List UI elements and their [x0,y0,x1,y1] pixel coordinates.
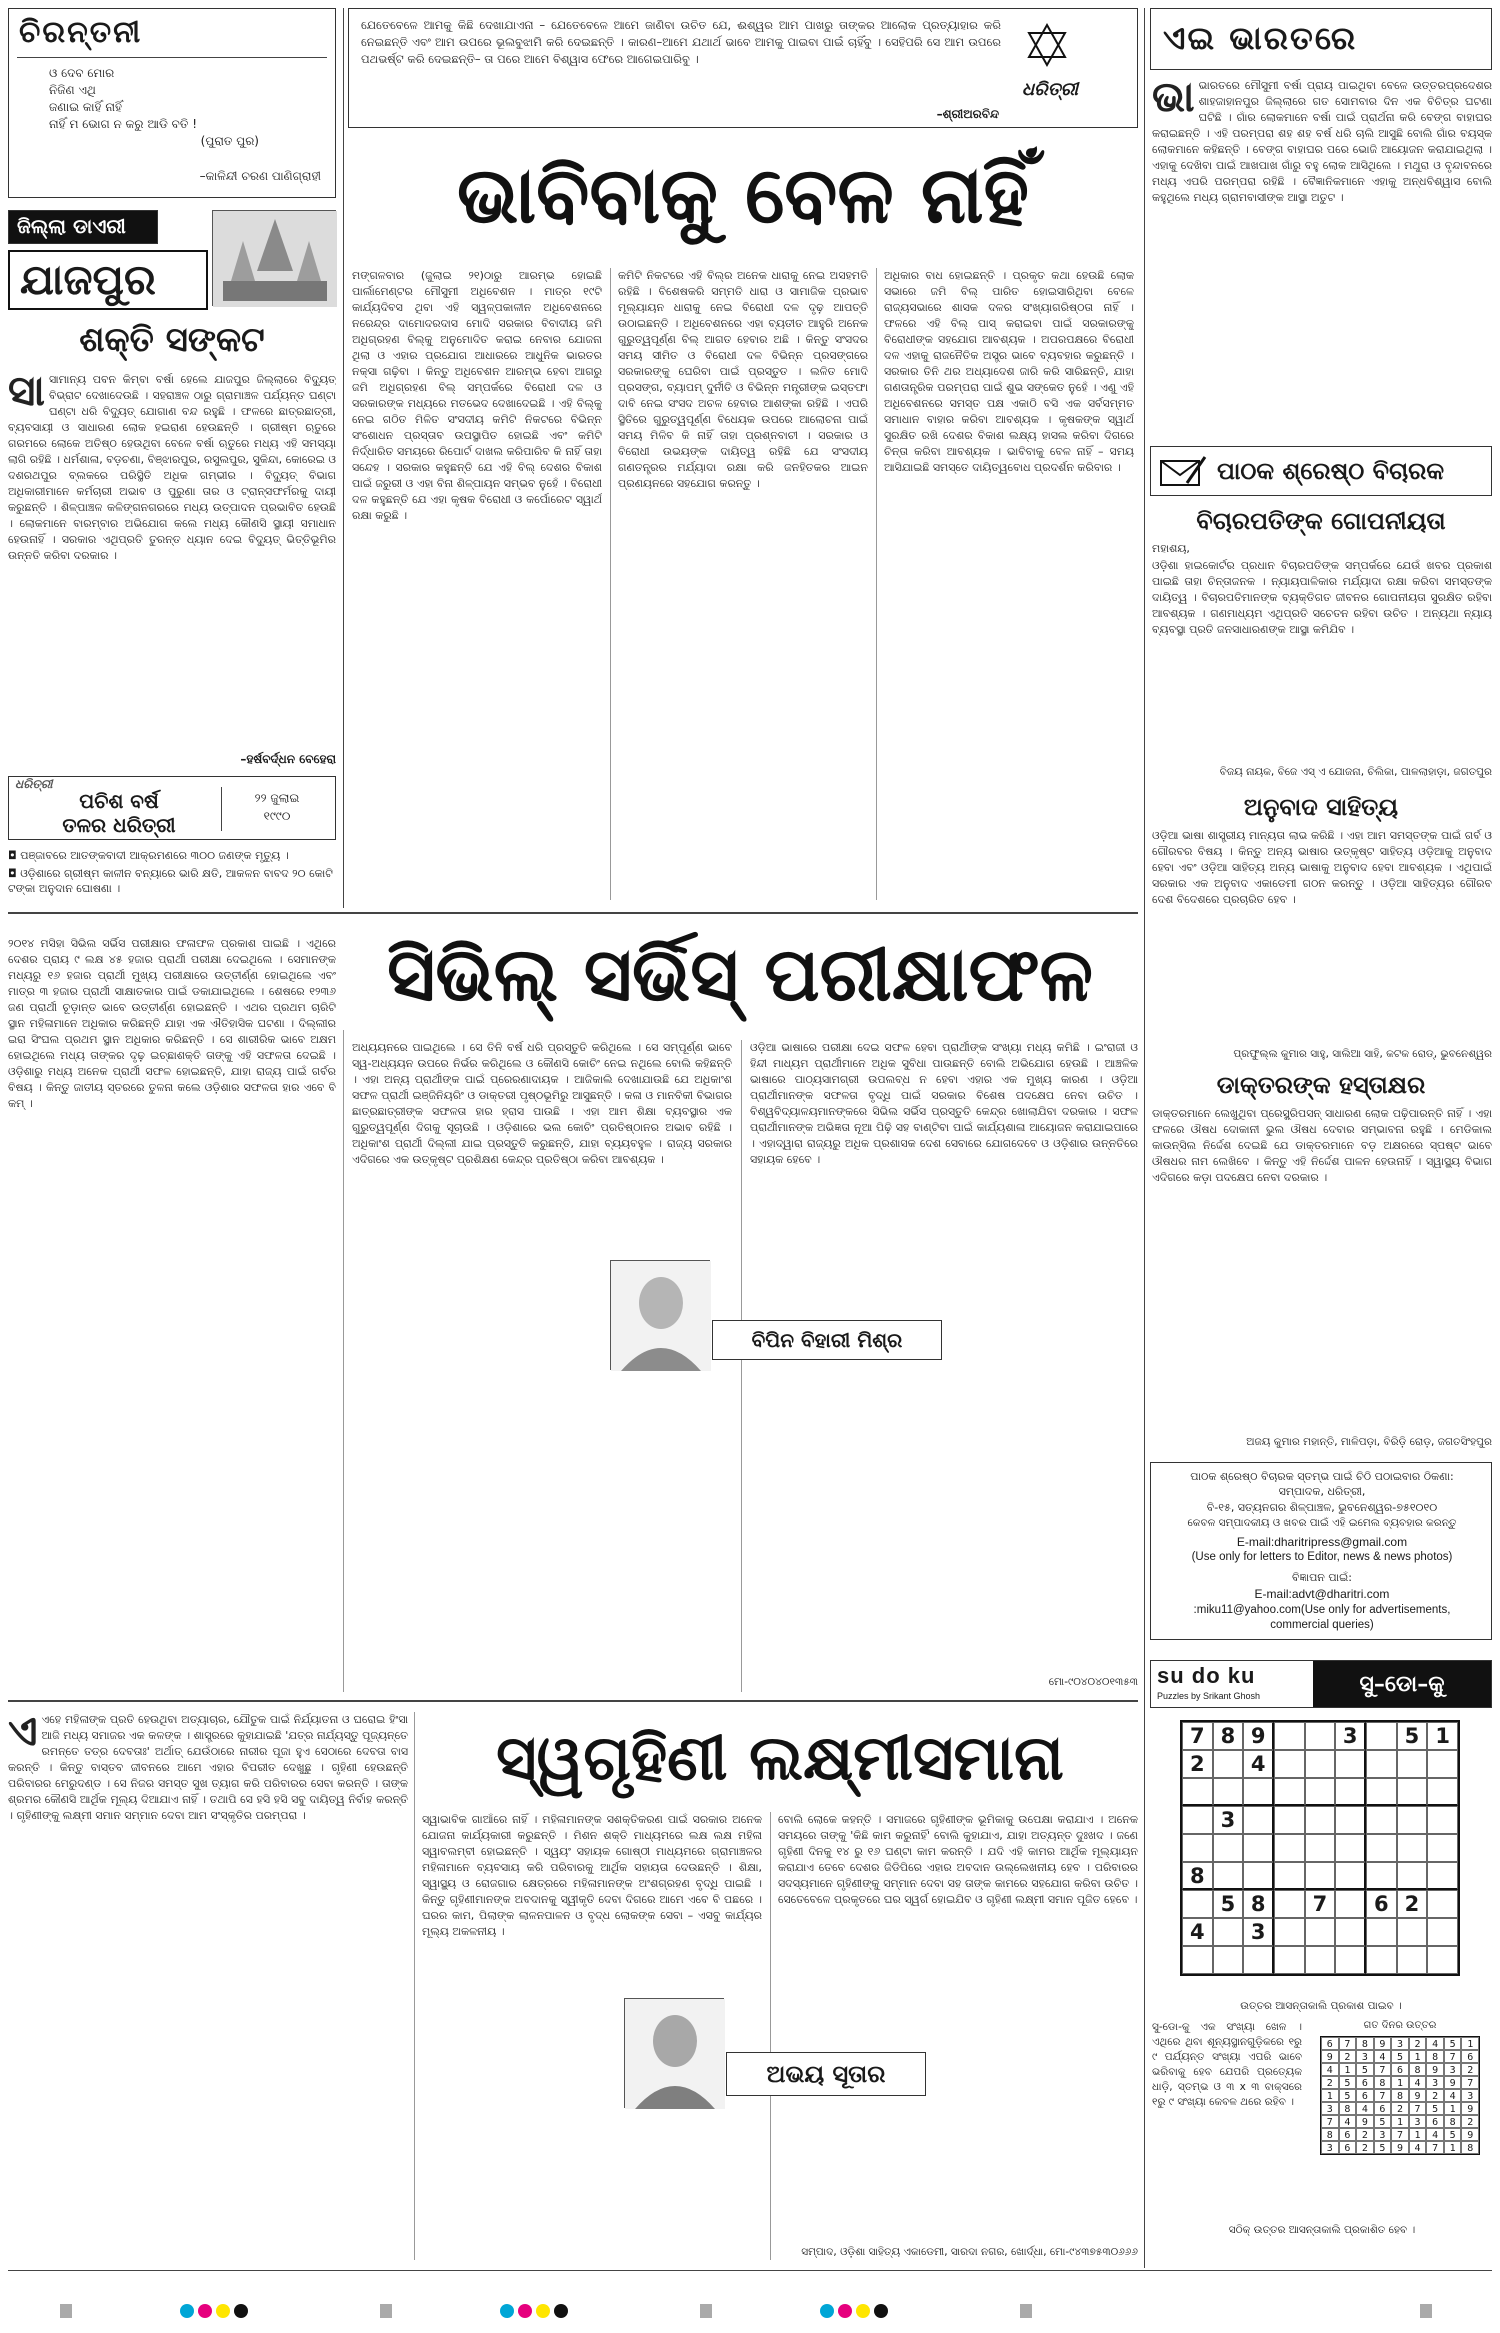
sudoku-cell[interactable] [1427,1946,1458,1974]
sudoku-cell[interactable] [1243,1778,1274,1806]
solution-cell: 7 [1444,2050,1462,2063]
sudoku-cell[interactable] [1397,1834,1428,1862]
sudoku-cell[interactable] [1335,1806,1366,1834]
women-author-contact: ସମ୍ପାଦ, ଓଡ଼ିଶା ସାହିତ୍ୟ ଏକାଡେମୀ, ସାରଦା ନଗର, ଖୋର୍ଦ୍ଧା, ମୋ-୯୪୩୭୫୩୦୬୬୬ [801,2246,1138,2258]
solution-cell: 5 [1391,2050,1409,2063]
sudoku-cell[interactable] [1274,1946,1305,1974]
solution-cell: 2 [1461,2063,1479,2076]
solution-cell: 4 [1409,2141,1427,2154]
sudoku-cell[interactable] [1427,1918,1458,1946]
contact-address-2: ବି-୧୫, ସତ୍ୟନଗର ଶିଳ୍ପାଞ୍ଚଳ, ଭୁବନେଶ୍ୱର-୭୫୧୦୧୦ [1206,1501,1438,1514]
civil-author-name: ବିପିନ ବିହାରୀ ମିଶ୍ର [751,1328,903,1352]
sudoku-cell[interactable] [1305,1918,1336,1946]
solution-cell: 9 [1374,2037,1392,2050]
tfy-label: ଧରିତ୍ରୀ [15,777,53,791]
registration-dot [234,2304,248,2318]
solution-cell: 3 [1426,2076,1444,2089]
sudoku-cell[interactable] [1366,1806,1397,1834]
poem-line: ଓ ଦେବ ମୋର [49,66,115,80]
solution-cell: 7 [1391,2128,1409,2141]
district-body-text: ସାମାନ୍ୟ ପବନ କିମ୍ବା ବର୍ଷା ହେଲେ ଯାଜପୁର ଜିଲ୍ଲାରେ ବିଦ୍ୟୁତ୍ ବିଭ୍ରାଟ ଦେଖାଦେଉଛି । ସହରାଞ୍ଚଳ ଠାରୁ ଗ୍ରାମାଞ୍ଚଳ ପର୍ଯ୍ୟନ୍ତ ଘଣ୍ଟା ଘଣ୍ଟା ଧରି ବିଦ୍ୟୁତ୍ ଯୋଗାଣ ବନ୍ଦ ରହୁଛି । ଫଳରେ ଛାତ୍ରଛାତ୍ରୀ, ବ୍ୟବସାୟୀ ଓ ସାଧାରଣ ଲୋକ ହଇରାଣ ହେଉଛନ୍ତି । ଗ୍ରୀଷ୍ମ ଋତୁରେ ଗରମରେ ଲୋକେ ଅତିଷ୍ଠ ହେଉଥିବା ବେଳେ ବର୍ଷା ଋତୁରେ ମଧ୍ୟ ଏହି ସମସ୍ୟା ଲାଗି ରହିଛି । ଧର୍ମଶାଳା, ବଡ଼ଚଣା, ବିଞ୍ଝାରପୁର, ରସୁଲପୁର, ସୁକିନ୍ଦା, କୋରେଇ ଓ ଦଶରଥପୁର ବ୍ଲକରେ ପରିସ୍ଥିତି ଅଧିକ ଗମ୍ଭୀର । ବିଦ୍ୟୁତ୍ ବିଭାଗ ଅଧିକାରୀମାନେ କର୍ମଚାରୀ ଅଭାବ ଓ ପୁରୁଣା ତାର ଓ ଟ୍ରାନ୍ସଫର୍ମରକୁ ଦାୟୀ କରୁଛନ୍ତି । ଶିଳ୍ପାଞ୍ଚଳ କଳିଙ୍ଗନଗରରେ ମଧ୍ୟ ଉତ୍ପାଦନ ପ୍ରଭାବିତ ହେଉଛି । ଲୋକମାନେ ବାରମ୍ବାର ଅଭିଯୋଗ କଲେ ମଧ୍ୟ କୌଣସି ସ୍ଥାୟୀ ସମାଧାନ ହେଉନାହିଁ । ସରକାର ଏଥିପ୍ରତି ତୁରନ୍ତ ଧ୍ୟାନ ଦେଇ ବିଦ୍ୟୁତ୍ ଭିତ୍ତିଭୂମିର ଉନ୍ନତି କରିବା ଦରକାର । [8,373,336,562]
solution-cell: 5 [1426,2102,1444,2115]
solution-cell: 4 [1444,2089,1462,2102]
registration-dot [180,2304,194,2318]
solution-cell: 5 [1374,2141,1392,2154]
tfy-items [8,848,336,896]
solution-cell: 9 [1391,2141,1409,2154]
solution-cell: 2 [1339,2050,1357,2063]
sudoku-cell[interactable] [1182,1946,1213,1974]
solution-cell: 7 [1374,2089,1392,2102]
dropcap: ଭା [1152,78,1195,121]
solution-cell: 9 [1426,2063,1444,2076]
sudoku-cell[interactable]: 4 [1182,1918,1213,1946]
sudoku-cell[interactable] [1213,1778,1244,1806]
letter-3-body: ଡାକ୍ତରମାନେ ଲେଖୁଥିବା ପ୍ରେସ୍କ୍ରିପସନ୍ ସାଧାରଣ ଲୋକ ପଢ଼ିପାରନ୍ତି ନାହିଁ । ଏହା ଫଳରେ ଔଷଧ ଦୋକାନୀ ଭୁଲ ଔଷଧ ଦେବାର ସମ୍ଭାବନା ରହୁଛି । ମେଡିକାଲ କାଉନ୍ସିଲ ନିର୍ଦ୍ଦେଶ ଦେଇଛି ଯେ ଡାକ୍ତରମାନେ ବଡ଼ ଅକ୍ଷରରେ ସ୍ପଷ୍ଟ ଭାବେ ଔଷଧର ନାମ ଲେଖିବେ । କିନ୍ତୁ ଏହି ନିର୍ଦ୍ଦେଶ ପାଳନ ହେଉନାହିଁ । ସ୍ୱାସ୍ଥ୍ୟ ବିଭାଗ ଏଦିଗରେ କଡ଼ା ପଦକ୍ଷେପ ନେବା ଦରକାର । [1152,1107,1492,1184]
sudoku-cell[interactable] [1335,1862,1366,1890]
registration-bar [700,2304,712,2318]
civil-col-3: ଓଡ଼ିଆ ଭାଷାରେ ପରୀକ୍ଷା ଦେଇ ସଫଳ ହେବା ପ୍ରାର୍ଥୀଙ୍କ ସଂଖ୍ୟା ମଧ୍ୟ କମିଛି । ଇଂରାଜୀ ଓ ହିନ୍ଦୀ ମାଧ୍ୟମ ପ୍ରାର୍ଥୀମାନେ ଅଧିକ ସୁବିଧା ପାଉଛନ୍ତି ବୋଲି ଅଭିଯୋଗ ହେଉଛି । ଆଞ୍ଚଳିକ ଭାଷାରେ ପାଠ୍ୟସାମଗ୍ରୀ ଉପଲବ୍ଧ ନ ହେବା ଏହାର ଏକ ମୁଖ୍ୟ କାରଣ । ଓଡ଼ିଆ ପ୍ରାର୍ଥୀମାନଙ୍କ ସଫଳତା ବୃଦ୍ଧି ପାଇଁ ସରକାର ବିଶେଷ ପଦକ୍ଷେପ ନେବା ଉଚିତ । ବିଶ୍ୱବିଦ୍ୟାଳୟମାନଙ୍କରେ ସିଭିଲ ସର୍ଭିସ ପ୍ରସ୍ତୁତି କେନ୍ଦ୍ର ଖୋଲାଯିବା ଦରକାର । ସଫଳ ପ୍ରାର୍ଥୀମାନଙ୍କ ଅଭିଜ୍ଞତା ନୂଆ ପିଢ଼ି ସହ ବାଣ୍ଟିବା ପାଇଁ କାର୍ଯ୍ୟଶାଳା ଆୟୋଜନ କରାଯାଇପାରେ । ଏହାଦ୍ୱାରା ରାଜ୍ୟରୁ ଅଧିକ ପ୍ରଶାସକ ଦେଶ ସେବାରେ ଯୋଗଦେବେ ଓ ଓଡ଼ିଶାର ଉନ୍ନତିରେ ସହାୟକ ହେବେ । [750,1041,1138,1166]
poem-line: ଜଣାଇ କାହିଁ ନାହିଁ [49,100,122,114]
registration-dot [500,2304,514,2318]
registration-dot [536,2304,550,2318]
poem-author: –କାଳିନ୍ଦୀ ଚରଣ ପାଣିଗ୍ରାହୀ [199,169,321,183]
solution-cell: 4 [1374,2050,1392,2063]
sudoku-odia-title: ସୁ–ଡୋ–କୁ [1313,1661,1491,1707]
letter-2-author: ପ୍ରଫୁଲ୍ଲ କୁମାର ସାହୁ, ସାଲିଆ ସାହି, କଟକ ରୋଡ୍, ଭୁବନେଶ୍ୱର [1233,1048,1492,1060]
solution-cell: 6 [1339,2141,1357,2154]
solution-cell: 1 [1461,2037,1479,2050]
sudoku-cell[interactable] [1274,1778,1305,1806]
solution-cell: 1 [1409,2050,1427,2063]
sudoku-brand: su do ku [1157,1663,1256,1688]
bharat-article [1152,78,1492,438]
women-author-photo [624,1998,724,2108]
solution-cell: 9 [1409,2089,1427,2102]
registration-bar [60,2304,72,2318]
sudoku-cell[interactable] [1305,1946,1336,1974]
sudoku-answer-note: ଗତ ଦିନର ଉତ୍ତର [1363,2020,1437,2031]
sudoku-cell[interactable] [1274,1834,1305,1862]
sudoku-cell[interactable] [1182,1834,1213,1862]
editorial-headline: ଭାବିବାକୁ ବେଳ ନାହିଁ [456,150,1030,241]
district-article-body [8,372,336,748]
letter-1-title: ବିଚାରପତିଙ୍କ ଗୋପନୀୟତା [1196,506,1446,535]
solution-cell: 8 [1409,2063,1427,2076]
sudoku-cell[interactable]: 2 [1182,1750,1213,1778]
solution-cell: 5 [1444,2128,1462,2141]
solution-cell: 8 [1391,2089,1409,2102]
sudoku-bottom-note: ସଠିକ୍ ଉତ୍ତର ଆସନ୍ତାକାଲି ପ୍ରକାଶିତ ହେବ । [1228,2224,1416,2236]
solution-cell: 3 [1321,2141,1339,2154]
solution-cell: 4 [1409,2076,1427,2089]
sudoku-cell[interactable]: 6 [1366,1890,1397,1918]
sudoku-cell[interactable] [1213,1918,1244,1946]
sudoku-cell[interactable]: 2 [1397,1890,1428,1918]
solution-cell: 7 [1321,2115,1339,2128]
sudoku-cell[interactable] [1335,1890,1366,1918]
sudoku-cell[interactable] [1243,1806,1274,1834]
sudoku-cell[interactable] [1182,1890,1213,1918]
registration-dot [554,2304,568,2318]
sudoku-cell[interactable]: 9 [1243,1722,1274,1750]
chirantani-poem [49,65,319,150]
solution-cell: 6 [1391,2063,1409,2076]
sudoku-cell[interactable]: 5 [1397,1722,1428,1750]
tfy-title-line1: ପଚିଶ ବର୍ଷ [79,789,159,813]
sudoku-cell[interactable] [1182,1778,1213,1806]
solution-cell: 4 [1321,2063,1339,2076]
solution-cell: 8 [1356,2037,1374,2050]
sudoku-cell[interactable] [1305,1750,1336,1778]
solution-cell: 5 [1444,2037,1462,2050]
civil-service-headline: ସିଭିଲ୍ ସର୍ଭିସ୍ ପରୀକ୍ଷାଫଳ [387,932,1093,1018]
sudoku-cell[interactable] [1243,1834,1274,1862]
reader-box-banner [1150,446,1492,496]
sudoku-cell[interactable] [1305,1862,1336,1890]
sudoku-cell[interactable] [1213,1834,1244,1862]
registration-bar [380,2304,392,2318]
solution-cell: 6 [1356,2089,1374,2102]
registration-dot [874,2304,888,2318]
district-name: ଯାଜପୁର [8,250,208,310]
sudoku-cell[interactable] [1274,1862,1305,1890]
solution-cell: 1 [1391,2076,1409,2089]
civil-col-1 [8,936,336,1692]
letter-2-title: ଅନୁବାଦ ସାହିତ୍ୟ [1243,792,1399,821]
sudoku-cell[interactable] [1427,1834,1458,1862]
solution-cell: 8 [1374,2076,1392,2089]
women-col-2: ସ୍ୱାଭାବିକ ଗାଆଁରେ ନାହିଁ । ମହିଳାମାନଙ୍କ ସଶକ୍ତିକରଣ ପାଇଁ ସରକାର ଅନେକ ଯୋଜନା କାର୍ଯ୍ୟକାରୀ କରୁଛନ୍ତି । ମିଶନ ଶକ୍ତି ମାଧ୍ୟମରେ ଲକ୍ଷ ଲକ୍ଷ ମହିଳା ସ୍ୱାବଲମ୍ବୀ ହୋଇଛନ୍ତି । ସ୍ୱୟଂ ସହାୟକ ଗୋଷ୍ଠୀ ମାଧ୍ୟମରେ ଗ୍ରାମାଞ୍ଚଳର ମହିଳାମାନେ ବ୍ୟବସାୟ କରି ପରିବାରକୁ ଆର୍ଥିକ ସହାୟତା ଦେଉଛନ୍ତି । ଶିକ୍ଷା, ସ୍ୱାସ୍ଥ୍ୟ ଓ ରୋଜଗାର କ୍ଷେତ୍ରରେ ମହିଳାମାନଙ୍କ ଅଂଶଗ୍ରହଣ ବୃଦ୍ଧି ପାଇଛି । କିନ୍ତୁ ଗୃହିଣୀମାନଙ୍କ ଅବଦାନକୁ ସ୍ୱୀକୃତି ଦେବା ଦିଗରେ ଆମେ ଏବେ ବି ପଛରେ । ଘରର କାମ, ପିଲାଙ୍କ ଲାଳନପାଳନ ଓ ବୃଦ୍ଧ ଲୋକଙ୍କ ସେବା – ଏସବୁ କାର୍ଯ୍ୟର ମୂଲ୍ୟ ଅକଳନୀୟ । [422,1813,762,1938]
sudoku-cell[interactable] [1213,1946,1244,1974]
women-headline: ସ୍ୱଗୃହିଣୀ ଲକ୍ଷ୍ମୀସମାନା [496,1721,1064,1794]
adv-email-2[interactable]: :miku11@yahoo.com(Use only for advertisements, commercial queries) [1193,1604,1451,1631]
bharat-title: ଏଇ ଭାରତରେ [1163,19,1358,57]
temple-photo [212,210,336,306]
solution-cell: 5 [1339,2076,1357,2089]
registration-dot [216,2304,230,2318]
solution-cell: 6 [1321,2037,1339,2050]
sudoku-cell[interactable] [1397,1946,1428,1974]
solution-cell: 4 [1426,2037,1444,2050]
civil-author-photo [610,1260,710,1370]
registration-marks [0,2296,1500,2326]
sudoku-cell[interactable] [1335,1778,1366,1806]
sudoku-cell[interactable] [1274,1750,1305,1778]
women-author-nameplate [726,2052,926,2096]
letter-1-body: ଓଡ଼ିଶା ହାଇକୋର୍ଟର ପ୍ରଧାନ ବିଚାରପତିଙ୍କ ସମ୍ପର୍କରେ ଯେଉଁ ଖବର ପ୍ରକାଶ ପାଇଛି ତାହା ଚିନ୍ତାଜନକ । ନ୍ୟାୟପାଳିକାର ମର୍ଯ୍ୟାଦା ରକ୍ଷା କରିବା ସମସ୍ତଙ୍କ ଦାୟିତ୍ୱ । ବିଚାରପତିମାନଙ୍କ ବ୍ୟକ୍ତିଗତ ଜୀବନର ଗୋପନୀୟତା ସୁରକ୍ଷିତ ରହିବା ଆବଶ୍ୟକ । ଗଣମାଧ୍ୟମ ଏଥିପ୍ରତି ସଚେତନ ରହିବା ଉଚିତ । ଅନ୍ୟଥା ନ୍ୟାୟ ବ୍ୟବସ୍ଥା ପ୍ରତି ଜନସାଧାରଣଙ୍କ ଆସ୍ଥା କମିଯିବ । [1152,559,1492,636]
sudoku-cell[interactable] [1397,1750,1428,1778]
solution-cell: 9 [1461,2102,1479,2115]
sudoku-cell[interactable] [1366,1722,1397,1750]
sudoku-cell[interactable]: 4 [1243,1750,1274,1778]
registration-dot [838,2304,852,2318]
solution-cell: 7 [1426,2141,1444,2154]
solution-cell: 1 [1409,2128,1427,2141]
sudoku-cell[interactable] [1366,1918,1397,1946]
women-col-1-text: ଏହେ ମହିଳାଙ୍କ ପ୍ରତି ହେଉଥିବା ଅତ୍ୟାଚାର, ଯୌତୁକ ପାଇଁ ନିର୍ଯ୍ୟାତନା ଓ ଘରୋଇ ହିଂସା ଆଜି ମଧ୍ୟ ସମାଜର ଏକ କଳଙ୍କ । ଶାସ୍ତ୍ରରେ କୁହାଯାଇଛି 'ଯତ୍ର ନାର୍ଯ୍ୟସ୍ତୁ ପୂଜ୍ୟନ୍ତେ ରମନ୍ତେ ତତ୍ର ଦେବତାଃ' ଅର୍ଥାତ୍ ଯେଉଁଠାରେ ନାରୀର ପୂଜା ହୁଏ ସେଠାରେ ଦେବତା ବାସ କରନ୍ତି । କିନ୍ତୁ ବାସ୍ତବ ଜୀବନରେ ଆମେ ଏହାର ବିପରୀତ ଦେଖୁଛୁ । ଗୃହିଣୀ ହେଉଛନ୍ତି ପରିବାରର ମେରୁଦଣ୍ଡ । ସେ ନିଜର ସମସ୍ତ ସୁଖ ତ୍ୟାଗ କରି ପରିବାରର ସେବା କରନ୍ତି । ତାଙ୍କ ଶ୍ରମର କୌଣସି ଆର୍ଥିକ ମୂଲ୍ୟ ଦିଆଯାଏ ନାହିଁ । ତଥାପି ସେ ହସି ହସି ସବୁ ଦାୟିତ୍ୱ ନିର୍ବାହ କରନ୍ତି । ଗୃହିଣୀଙ୍କୁ ଲକ୍ଷ୍ମୀ ସମାନ ସମ୍ମାନ ଦେବା ଆମ ସଂସ୍କୃତିର ପରମ୍ପରା । [8,1713,408,1822]
solution-cell: 2 [1391,2102,1409,2115]
registration-dot [820,2304,834,2318]
solution-cell: 9 [1321,2050,1339,2063]
solution-cell: 2 [1461,2115,1479,2128]
sudoku-cell[interactable]: 7 [1305,1890,1336,1918]
solution-cell: 8 [1444,2115,1462,2128]
letter-1-salutation: ମହାଶୟ, [1152,542,1190,555]
sudoku-cell[interactable]: 3 [1213,1806,1244,1834]
pen-letter-icon [1159,455,1207,487]
solution-cell: 7 [1461,2076,1479,2089]
dropcap: ଏ [8,1712,38,1755]
letter-3-title: ଡାକ୍ତରଙ୍କ ହସ୍ତାକ୍ଷର [1216,1070,1426,1099]
sudoku-cell[interactable] [1213,1750,1244,1778]
poem-line: ନାହିଁ ମ ଭୋଗ ନ କରୁ ଆଡି ବତି ! [49,117,198,131]
sudoku-cell[interactable] [1427,1778,1458,1806]
letter-1-author: ବିଜୟ ନାୟକ, ବିଜେ ଏସ୍ ଏ ଯୋଜନା, ଚିଲିକା, ପାଳଲାହାଡ଼ା, ଜଗତପୁର [1219,766,1492,778]
solution-cell: 2 [1356,2128,1374,2141]
solution-cell: 3 [1461,2089,1479,2102]
solution-cell: 5 [1339,2089,1357,2102]
editor-email-note: (Use only for letters to Editor, news & news photos) [1191,1551,1453,1563]
solution-cell: 4 [1356,2102,1374,2115]
adv-email[interactable]: E-mail:advt@dharitri.com [1254,1587,1390,1601]
solution-cell: 9 [1356,2115,1374,2128]
solution-cell: 4 [1426,2128,1444,2141]
sudoku-cell[interactable] [1274,1806,1305,1834]
tfy-item: ◘ ପଞ୍ଜାବରେ ଆତଙ୍କବାଦୀ ଆକ୍ରମଣରେ ୩୦୦ ଜଣଙ୍କ ମୃତ୍ୟୁ । [8,849,289,862]
civil-col-1-text: ୨୦୧୪ ମସିହା ସିଭିଲ ସର୍ଭିସ ପରୀକ୍ଷାର ଫଳାଫଳ ପ୍ରକାଶ ପାଇଛି । ଏଥିରେ ଦେଶର ପ୍ରାୟ ୯ ଲକ୍ଷ ୪୫ ହଜାର ପ୍ରାର୍ଥୀ ପରୀକ୍ଷା ଦେଇଥିଲେ । ସେମାନଙ୍କ ମଧ୍ୟରୁ ୧୬ ହଜାର ପ୍ରାର୍ଥୀ ମୁଖ୍ୟ ପରୀକ୍ଷାରେ ଉତ୍ତୀର୍ଣ୍ଣ ହୋଇଥିଲେ ଏବଂ ମାତ୍ର ୩ ହଜାର ପ୍ରାର୍ଥୀ ସାକ୍ଷାତକାର ପାଇଁ ଡକାଯାଇଥିଲେ । ଶେଷରେ ୧୨୩୬ ଜଣ ପ୍ରାର୍ଥୀ ଚୂଡ଼ାନ୍ତ ଭାବେ ଉତ୍ତୀର୍ଣ୍ଣ ହୋଇଛନ୍ତି । ଏଥର ପ୍ରଥମ ଚାରିଟି ସ୍ଥାନ ମହିଳାମାନେ ଅଧିକାର କରିଛନ୍ତି ଯାହା ଏକ ଐତିହାସିକ ଘଟଣା । ଦିଲ୍ଲୀର ଇରା ସିଂଘଲ ପ୍ରଥମ ସ୍ଥାନ ଅଧିକାର କରିଛନ୍ତି । ସେ ଶାରୀରିକ ଭାବେ ଅକ୍ଷମ ହୋଇଥିଲେ ମଧ୍ୟ ତାଙ୍କର ଦୃଢ଼ ଇଚ୍ଛାଶକ୍ତି ତାଙ୍କୁ ଏହି ସଫଳତା ଦେଇଛି । ଓଡ଼ିଶାରୁ ମଧ୍ୟ ଅନେକ ପ୍ରାର୍ଥୀ ସଫଳ ହୋଇଛନ୍ତି, ଯାହା ରାଜ୍ୟ ପାଇଁ ଗର୍ବର ବିଷୟ । କିନ୍ତୁ ଜାତୀୟ ସ୍ତରରେ ତୁଳନା କଲେ ଓଡ଼ିଶାର ସଫଳତା ହାର ଏବେ ବି କମ୍ । [8,937,336,1110]
registration-dot [518,2304,532,2318]
sudoku-cell[interactable] [1182,1806,1213,1834]
solution-cell: 8 [1426,2050,1444,2063]
solution-cell: 2 [1426,2089,1444,2102]
registration-bar [1420,2304,1432,2318]
registration-dot [198,2304,212,2318]
sudoku-cell[interactable]: 3 [1243,1918,1274,1946]
sudoku-cell[interactable] [1427,1806,1458,1834]
solution-cell: 2 [1356,2141,1374,2154]
poem-line: (ପୁରାତ ପୁର) [200,134,259,148]
sudoku-cell[interactable] [1243,1946,1274,1974]
tfy-date-line2: ୧୯୯୦ [263,809,291,823]
sudoku-cell[interactable] [1397,1806,1428,1834]
dropcap: ସା [8,372,45,415]
solution-cell: 7 [1409,2102,1427,2115]
contact-box [1150,1462,1492,1640]
sudoku-cell[interactable] [1305,1722,1336,1750]
sudoku-cell[interactable] [1366,1750,1397,1778]
solution-cell: 6 [1426,2115,1444,2128]
solution-cell: 6 [1356,2076,1374,2089]
solution-cell: 3 [1374,2128,1392,2141]
sudoku-cell[interactable] [1274,1722,1305,1750]
poem-line: ନିଜିଣ ଏଥି [49,83,96,97]
sudoku-cell[interactable] [1427,1750,1458,1778]
letter-3-author: ଅଜୟ କୁମାର ମହାନ୍ତି, ମାଳିପଡ଼ା, ବିରିଡ଼ି ରୋଡ଼, ଜଗତସିଂହପୁର [1246,1436,1492,1448]
letter-2-body: ଓଡ଼ିଆ ଭାଷା ଶାସ୍ତ୍ରୀୟ ମାନ୍ୟତା ଲାଭ କରିଛି । ଏହା ଆମ ସମସ୍ତଙ୍କ ପାଇଁ ଗର୍ବ ଓ ଗୌରବର ବିଷୟ । କିନ୍ତୁ ଅନ୍ୟ ଭାଷାର ଉତ୍କୃଷ୍ଟ ସାହିତ୍ୟ ଓଡ଼ିଆକୁ ଅନୁବାଦ ହେବା ଏବଂ ଓଡ଼ିଆ ସାହିତ୍ୟ ଅନ୍ୟ ଭାଷାକୁ ଅନୁବାଦ ହେବା ଆବଶ୍ୟକ । ଏଥିପାଇଁ ସରକାର ଏକ ଅନୁବାଦ ଏକାଡେମୀ ଗଠନ କରନ୍ତୁ । ଓଡ଼ିଆ ସାହିତ୍ୟର ଗୌରବ ଦେଶ ବିଦେଶରେ ପ୍ରଚାରିତ ହେବ । [1152,829,1492,906]
sudoku-cell[interactable] [1305,1806,1336,1834]
solution-cell: 9 [1444,2076,1462,2089]
sudoku-cell[interactable] [1397,1918,1428,1946]
solution-cell: 1 [1444,2141,1462,2154]
district-article-title: ଶକ୍ତି ସଙ୍କଟ [79,320,265,360]
civil-author-contact: ମୋ-୯୦୪୦୪୦୧୩୫୩ [1048,1676,1138,1688]
sudoku-footer-note: ଉତ୍ତର ଆସନ୍ତାକାଲି ପ୍ରକାଶ ପାଇବ । [1240,2000,1402,2012]
solution-cell: 3 [1444,2063,1462,2076]
solution-cell: 3 [1321,2102,1339,2115]
solution-cell: 1 [1321,2089,1339,2102]
sudoku-cell[interactable] [1427,1862,1458,1890]
sudoku-cell[interactable] [1274,1890,1305,1918]
sudoku-grid [1180,1720,1460,1976]
solution-cell: 1 [1444,2102,1462,2115]
women-col-3: ବୋଲି ଲୋକେ କହନ୍ତି । ସମାଜରେ ଗୃହିଣୀଙ୍କ ଭୂମିକାକୁ ଉପେକ୍ଷା କରାଯାଏ । ଅନେକ ସମୟରେ ତାଙ୍କୁ 'କିଛି କାମ କରୁନାହିଁ' ବୋଲି କୁହାଯାଏ, ଯାହା ଅତ୍ୟନ୍ତ ଦୁଃଖଦ । ଜଣେ ଗୃହିଣୀ ଦିନକୁ ୧୪ ରୁ ୧୬ ଘଣ୍ଟା କାମ କରନ୍ତି । ଯଦି ଏହି କାମର ଆର୍ଥିକ ମୂଲ୍ୟାୟନ କରାଯାଏ ତେବେ ଦେଶର ଜିଡିପିରେ ଏହାର ଅବଦାନ ଉଲ୍ଲେଖନୀୟ ହେବ । ପରିବାରର ସଦସ୍ୟମାନେ ଗୃହିଣୀଙ୍କୁ ସମ୍ମାନ ଦେବା ସହ ତାଙ୍କ କାମରେ ସହଯୋଗ କରିବା ଉଚିତ । ସେତେବେଳେ ପ୍ରକୃତରେ ଘର ସ୍ୱର୍ଗ ହୋଇଯିବ ଓ ଗୃହିଣୀ ଲକ୍ଷ୍ମୀ ସମାନ ପୂଜିତ ହେବେ । [778,1813,1138,1906]
sudoku-cell[interactable]: 7 [1182,1722,1213,1750]
sudoku-cell[interactable] [1335,1946,1366,1974]
civil-author-nameplate [712,1320,942,1360]
twenty-five-years-box [8,776,336,840]
sudoku-cell[interactable] [1427,1890,1458,1918]
solution-cell: 3 [1356,2050,1374,2063]
solution-cell: 3 [1391,2037,1409,2050]
sudoku-header [1150,1660,1492,1708]
solution-cell: 6 [1374,2102,1392,2115]
sudoku-cell[interactable] [1335,1918,1366,1946]
registration-bar [1020,2304,1032,2318]
bharat-masthead [1150,8,1492,70]
solution-cell: 3 [1409,2115,1427,2128]
editorial-col-1: ମଙ୍ଗଳବାର (ଜୁଲାଇ ୨୧)ଠାରୁ ଆରମ୍ଭ ହୋଇଛି ପାର୍ଲାମେଣ୍ଟର ମୌସୁମୀ ଅଧିବେଶନ । ମାତ୍ର ୧୯ଟି କାର୍ଯ୍ୟଦିବସ ଥିବା ଏହି ସ୍ୱଳ୍ପକାଳୀନ ଅଧିବେଶନରେ ନରେନ୍ଦ୍ର ଦାମୋଦରଦାସ ମୋଦି ସରକାର ବିବାଦୀୟ ଜମି ଅଧିଗ୍ରହଣ ବିଲ୍‌କୁ ଅନୁମୋଦିତ କରାଇ ନେବାର ଯୋଜନା ଥିଲା ଓ ଏହାର ପ୍ରଯୋଗ ଆଧାରରେ ଆଧୁନିକ ଭାରତର ନକ୍‌ସା ଗଢ଼ିବା । କିନ୍ତୁ ଅଧିବେଶନ ଆରମ୍ଭ ହେବା ଆଗରୁ ଜମି ଅଧିଗ୍ରହଣ ବିଲ୍ ସମ୍ପର୍କରେ ବିରୋଧୀ ଦଳ ଓ ସରକାରଙ୍କ ମଧ୍ୟରେ ମତଭେଦ ଦେଖାଦେଇଛି । ଏହି ବିଲ୍‌କୁ ନେଇ ଗଠିତ ମିଳିତ ସଂସଦୀୟ କମିଟି ନିକଟରେ ବିଭିନ୍ନ ସଂଶୋଧନ ପ୍ରସ୍ତାବ ଉପସ୍ଥାପିତ ହୋଇଛି ଏବଂ କମିଟି ନିର୍ଦ୍ଧାରିତ ସମୟରେ ରିପୋର୍ଟ ଦାଖଲ କରିପାରିବ କି ନାହିଁ ତାହା ସନ୍ଦେହ । ସରକାର କହୁଛନ୍ତି ଯେ ଏହି ବିଲ୍ ଦେଶର ବିକାଶ ପାଇଁ ଜରୁରୀ ଓ ଏହା ବିନା ଶିଳ୍ପାୟନ ସମ୍ଭବ ନୁହେଁ । ବିରୋଧୀ ଦଳ କହୁଛନ୍ତି ଯେ ଏହା କୃଷକ ବିରୋଧୀ ଓ କର୍ପୋରେଟ ସ୍ୱାର୍ଥ ରକ୍ଷା କରୁଛି । [352,269,602,522]
district-diary-label: ଜିଲ୍ଲା ଡାଏରୀ [17,214,126,238]
solution-cell: 7 [1339,2037,1357,2050]
solution-cell: 2 [1321,2076,1339,2089]
sudoku-cell[interactable] [1397,1778,1428,1806]
solution-cell: 4 [1339,2115,1357,2128]
sudoku-cell[interactable] [1243,1862,1274,1890]
solution-cell: 6 [1461,2050,1479,2063]
sudoku-cell[interactable] [1335,1750,1366,1778]
solution-cell: 1 [1391,2115,1409,2128]
sudoku-cell[interactable]: 8 [1182,1862,1213,1890]
editorial-col-2: କମିଟି ନିକଟରେ ଏହି ବିଲ୍‌ର ଅନେକ ଧାରାକୁ ନେଇ ଅସହମତି ରହିଛି । ବିଶେଷକରି ସମ୍ମତି ଧାରା ଓ ସାମାଜିକ ପ୍ରଭାବ ମୂଲ୍ୟାୟନ ଧାରାକୁ ନେଇ ବିରୋଧୀ ଦଳ ଦୃଢ଼ ଆପତ୍ତି ଉଠାଇଛନ୍ତି । ଅଧିବେଶନରେ ଏହା ବ୍ୟତୀତ ଆହୁରି ଅନେକ ଗୁରୁତ୍ୱପୂର୍ଣ୍ଣ ବିଲ୍ ଆଗତ ହେବାର ଅଛି । କିନ୍ତୁ ସଂସଦର ସମୟ ସୀମିତ ଓ ବିରୋଧୀ ଦଳ ବିଭିନ୍ନ ପ୍ରସଙ୍ଗରେ ସରକାରଙ୍କୁ ଘେରିବା ପାଇଁ ପ୍ରସ୍ତୁତ । ଲଳିତ ମୋଦି ପ୍ରସଙ୍ଗ, ବ୍ୟାପମ୍ ଦୁର୍ନୀତି ଓ ବିଭିନ୍ନ ମନ୍ତ୍ରୀଙ୍କ ଇସ୍ତଫା ଦାବି ନେଇ ସଂସଦ ଅଚଳ ହେବାର ଆଶଙ୍କା ରହିଛି । ଏପରି ସ୍ଥିତିରେ ଗୁରୁତ୍ୱପୂର୍ଣ୍ଣ ବିଧେୟକ ଉପରେ ଆଲୋଚନା ପାଇଁ ସମୟ ମିଳିବ କି ନାହିଁ ତାହା ପ୍ରଶ୍ନବାଚୀ । ସରକାର ଓ ବିରୋଧୀ ଉଭୟଙ୍କ ଦାୟିତ୍ୱ ରହିଛି ଯେ ସଂସଦୀୟ ଗଣତନ୍ତ୍ରର ମର୍ଯ୍ୟାଦା ରକ୍ଷା କରି ଜନହିତକର ଆଇନ ପ୍ରଣୟନରେ ସହଯୋଗ କରନ୍ତୁ । [618,269,868,490]
contact-note: କେବଳ ସମ୍ପାଦକୀୟ ଓ ଖବର ପାଇଁ ଏହି ଇମେଲ ବ୍ୟବହାର କରନ୍ତୁ [1187,1517,1457,1529]
women-col-1 [8,1712,408,2260]
district-diary-label-box [8,210,158,244]
district-author: –ହର୍ଷବର୍ଦ୍ଧନ ବେହେରା [240,752,336,766]
dharitri-logo: ଧରିତ୍ରୀ [1021,79,1079,100]
sudoku-cell[interactable] [1213,1862,1244,1890]
solution-cell: 8 [1321,2128,1339,2141]
editor-email[interactable]: E-mail:dharitripress@gmail.com [1236,1535,1408,1549]
chirantani-title: ଚିରନ୍ତନୀ [19,15,143,50]
sudoku-cell[interactable]: 8 [1243,1890,1274,1918]
sudoku-solution-grid [1320,2036,1480,2155]
solution-cell: 2 [1409,2037,1427,2050]
women-author-name: ଅଭୟ ସୂତାର [766,2059,886,2088]
sudoku-cell[interactable]: 8 [1213,1722,1244,1750]
sudoku-cell[interactable] [1366,1946,1397,1974]
sudoku-cell[interactable] [1366,1862,1397,1890]
sudoku-cell[interactable] [1366,1778,1397,1806]
solution-cell: 1 [1339,2063,1357,2076]
sudoku-cell[interactable] [1305,1778,1336,1806]
solution-cell: 6 [1339,2128,1357,2141]
solution-cell: 8 [1461,2141,1479,2154]
contact-address-1: ସମ୍ପାଦକ, ଧରିତ୍ରୀ, [1278,1485,1366,1498]
sudoku-credit: Puzzles by Srikant Ghosh [1157,1691,1261,1701]
tfy-title-line2: ତଳର ଧରିତ୍ରୀ [62,813,176,837]
star-logo-icon [1023,21,1071,69]
solution-cell: 8 [1339,2102,1357,2115]
solution-cell: 7 [1374,2063,1392,2076]
sudoku-cell[interactable] [1335,1834,1366,1862]
solution-cell: 5 [1374,2115,1392,2128]
sudoku-cell[interactable]: 1 [1427,1722,1458,1750]
sudoku-cell[interactable] [1274,1918,1305,1946]
sudoku-instructions: ସୁ-ଡୋ-କୁ ଏକ ସଂଖ୍ୟା ଖେଳ । ଏଥିରେ ଥିବା ଶୂନ୍ୟସ୍ଥାନଗୁଡ଼ିକରେ ୧ରୁ ୯ ପର୍ଯ୍ୟନ୍ତ ସଂଖ୍ୟା ଏପରି ଭାବେ ଭରିବାକୁ ହେବ ଯେପରି ପ୍ରତ୍ୟେକ ଧାଡ଼ି, ସ୍ତମ୍ଭ ଓ ୩ x ୩ ବାକ୍ସରେ ୧ରୁ ୯ ସଂଖ୍ୟା କେବଳ ଥରେ ରହିବ । [1152,2021,1302,2108]
quote-box [348,8,1138,128]
quote-text: ଯେତେବେଳେ ଆମକୁ କିଛି ଦେଖାଯାଏନା – ଯେତେବେଳେ ଆମେ ଜାଣିବା ଉଚିତ ଯେ, ଈଶ୍ୱର ଆମ ପାଖରୁ ତାଙ୍କର ଆଲୋକ ପ୍ରତ୍ୟାହାର କରି ନେଇଛନ୍ତି ଏବଂ ଆମ ଉପରେ ଭୂଲବୁଝାମି କରି ଦେଇଛନ୍ତି । କାରଣ–ଆମେ ଯଥାର୍ଥ ଭାବେ ଆମକୁ ପାଇବା ପାଇଁ ଚାହିଁବୁ । ସେହିପରି ସେ ଆମ ଉପରେ ପଥଭର୍ଷ୍ଟ କରି ଦେଇଛନ୍ତି– ତା ପରେ ଆମେ ବିଶ୍ୱାସ ଫେରେ ଆଗେଇପାରିବୁ । [361,18,1001,66]
solution-cell: 9 [1461,2128,1479,2141]
tfy-date-line1: ୨୨ ଜୁଲାଇ [254,791,300,805]
chirantani-box [8,8,336,198]
sudoku-cell[interactable] [1305,1834,1336,1862]
contact-intro: ପାଠକ ଶ୍ରେଷ୍ଠ ବିଚାରକ ସ୍ତମ୍ଭ ପାଇଁ ଚିଠି ପଠାଇବାର ଠିକଣା: [1190,1470,1454,1483]
registration-dot [856,2304,870,2318]
sudoku-cell[interactable] [1397,1862,1428,1890]
sudoku-cell[interactable] [1366,1834,1397,1862]
sudoku-cell[interactable]: 3 [1335,1722,1366,1750]
tfy-item: ◘ ଓଡ଼ିଶାରେ ଗ୍ରୀଷ୍ମ କାଳୀନ ବନ୍ୟାରେ ଭାରି କ୍ଷତି, ଆକଳନ ବାବଦ ୨୦ କୋଟି ଟଙ୍କା ଅନୁଦାନ ଘୋଷଣା । [8,867,333,895]
sudoku-cell[interactable]: 5 [1213,1890,1244,1918]
reader-box-title: ପାଠକ ଶ୍ରେଷ୍ଠ ବିଚାରକ [1217,456,1445,485]
quote-author: –ଶ୍ରୀଅରବିନ୍ଦ [936,107,999,121]
civil-col-2: ଅଧ୍ୟୟନରେ ପାଇଥିଲେ । ସେ ତିନି ବର୍ଷ ଧରି ପ୍ରସ୍ତୁତି କରିଥିଲେ । ସେ ସମ୍ପୂର୍ଣ୍ଣ ଭାବେ ସ୍ୱ-ଅଧ୍ୟୟନ ଉପରେ ନିର୍ଭର କରିଥିଲେ ଓ କୌଣସି କୋଚିଂ ନେଇ ନଥିଲେ ବୋଲି କହିଛନ୍ତି । ଏହା ଅନ୍ୟ ପ୍ରାର୍ଥୀଙ୍କ ପାଇଁ ପ୍ରେରଣାଦାୟକ । ଆଜିକାଲି ଦେଖାଯାଉଛି ଯେ ଅଧିକାଂଶ ସଫଳ ପ୍ରାର୍ଥୀ ଇଞ୍ଜିନିୟରିଂ ଓ ଡାକ୍ତରୀ ପୃଷ୍ଠଭୂମିରୁ ଆସୁଛନ୍ତି । କଳା ଓ ମାନବିକୀ ବିଭାଗର ଛାତ୍ରଛାତ୍ରୀଙ୍କ ସଫଳତା ହାର ହ୍ରାସ ପାଉଛି । ଏହା ଆମ ଶିକ୍ଷା ବ୍ୟବସ୍ଥାର ଏକ ଗୁରୁତ୍ୱପୂର୍ଣ୍ଣ ଦିଗକୁ ସୂଚାଉଛି । ଓଡ଼ିଶାରେ ଭଲ କୋଚିଂ ପ୍ରତିଷ୍ଠାନର ଅଭାବ ରହିଛି । ଅଧିକାଂଶ ପ୍ରାର୍ଥୀ ଦିଲ୍ଲୀ ଯାଇ ପ୍ରସ୍ତୁତି କରୁଛନ୍ତି, ଯାହା ବ୍ୟୟବହୁଳ । ରାଜ୍ୟ ସରକାର ଏଦିଗରେ ଏକ ଉତ୍କୃଷ୍ଟ ପ୍ରଶିକ୍ଷଣ କେନ୍ଦ୍ର ପ୍ରତିଷ୍ଠା କରିବା ଆବଶ୍ୟକ । [352,1041,732,1166]
editorial-col-3: ଅଧିକାର ବାଧ ହୋଇଛନ୍ତି । ପ୍ରକୃତ କଥା ହେଉଛି ଲୋକ ସଭାରେ ଜମି ବିଲ୍ ପାରିତ ହୋଇସାରିଥିବା ବେଳେ ରାଜ୍ୟସଭାରେ ଶାସକ ଦଳର ସଂଖ୍ୟାଗରିଷ୍ଠତା ନାହିଁ । ଫଳରେ ଏହି ବିଲ୍ ପାସ୍ କରାଇବା ପାଇଁ ସରକାରଙ୍କୁ ବିରୋଧୀଙ୍କ ସହଯୋଗ ଆବଶ୍ୟକ । ଅପରପକ୍ଷରେ ବିରୋଧୀ ଦଳ ଏହାକୁ ରାଜନୈତିକ ଅସ୍ତ୍ର ଭାବେ ବ୍ୟବହାର କରୁଛନ୍ତି । ସରକାର ତିନି ଥର ଅଧ୍ୟାଦେଶ ଜାରି କରି ସାରିଛନ୍ତି, ଯାହା ଗଣତାନ୍ତ୍ରିକ ପରମ୍ପରା ପାଇଁ ଶୁଭ ସଙ୍କେତ ନୁହେଁ । ଏଣୁ ଏହି ଅଧିବେଶନରେ ସମସ୍ତ ପକ୍ଷ ଏକାଠି ବସି ଏକ ସର୍ବସମ୍ମତ ସମାଧାନ ବାହାର କରିବା ଆବଶ୍ୟକ । କୃଷକଙ୍କ ସ୍ୱାର୍ଥ ସୁରକ୍ଷିତ ରଖି ଦେଶର ବିକାଶ ଲକ୍ଷ୍ୟ ହାସଲ କରିବା ଦିଗରେ ଚିନ୍ତା କରିବା ଆବଶ୍ୟକ । ଭାବିବାକୁ ବେଳ ନାହିଁ – ସମୟ ଆସିଯାଇଛି ସମସ୍ତେ ଦାୟିତ୍ୱବୋଧ ପ୍ରଦର୍ଶନ କରିବାର । [884,269,1134,474]
adv-note: ବିଜ୍ଞାପନ ପାଇଁ: [1292,1571,1352,1584]
solution-cell: 5 [1356,2063,1374,2076]
bharat-text: ଭାରତରେ ମୌସୁମୀ ବର୍ଷା ପ୍ରାୟ ପାଇଥିବା ବେଳେ ଉତ୍ତରପ୍ରଦେଶର ଶାହଜାହାନପୁର ଜିଲ୍ଲାରେ ଗତ ସୋମବାର ଦିନ ଏକ ବିଚିତ୍ର ଘଟଣା ଘଟିଛି । ଗାଁର ଲୋକମାନେ ବର୍ଷା ପାଇଁ ପ୍ରାର୍ଥନା କରି ବେଙ୍ଗ ବାହାଘର କରାଇଛନ୍ତି । ଏହି ପରମ୍ପରା ଶହ ଶହ ବର୍ଷ ଧରି ଚାଲି ଆସୁଛି ବୋଲି ଗାଁର ବୟସ୍କ ଲୋକମାନେ କହିଛନ୍ତି । ବେଙ୍ଗ ବାହାଘର ପରେ ଭୋଜି ଆୟୋଜନ କରାଯାଇଥିଲା । ଏହାକୁ ଦେଖିବା ପାଇଁ ଆଖପାଖ ଗାଁରୁ ବହୁ ଲୋକ ଆସିଥିଲେ । ମଥୁରା ଓ ବୃନ୍ଦାବନରେ ମଧ୍ୟ ଏପରି ପରମ୍ପରା ରହିଛି । ବୈଜ୍ଞାନିକମାନେ ଏହାକୁ ଅନ୍ଧବିଶ୍ୱାସ ବୋଲି କହୁଥିଲେ ମଧ୍ୟ ଗ୍ରାମବାସୀଙ୍କ ଆସ୍ଥା ଅତୁଟ । [1152,79,1492,204]
